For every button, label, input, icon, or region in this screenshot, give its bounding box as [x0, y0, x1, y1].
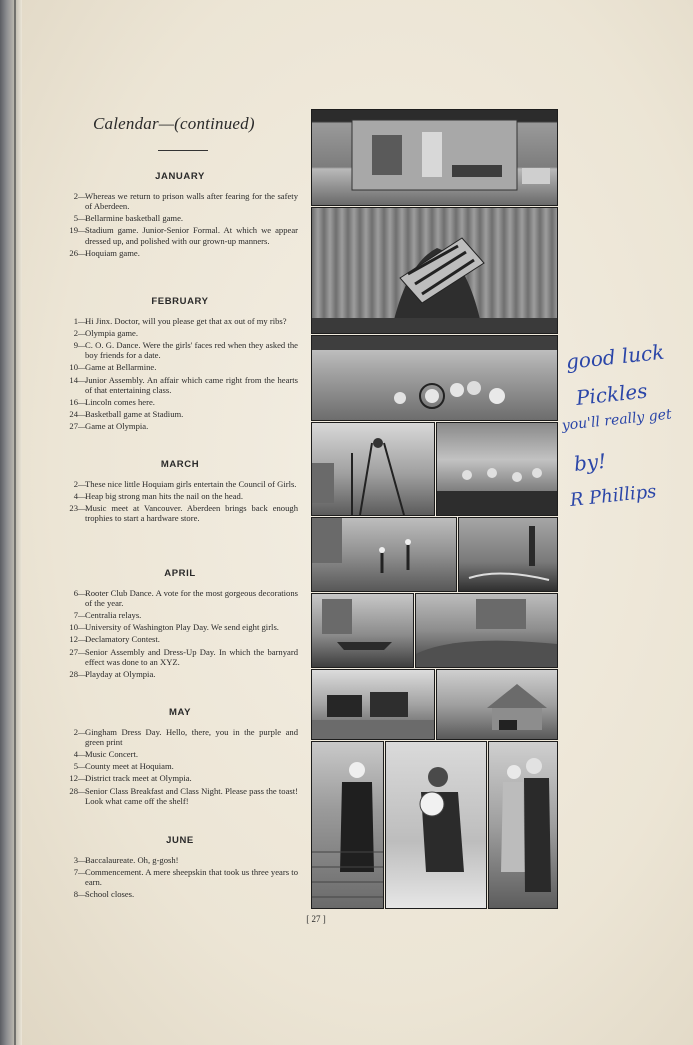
stage-curtain-prop-photo	[311, 207, 558, 334]
month-section-january	[62, 172, 298, 260]
month-heading: JUNE	[166, 835, 194, 846]
calendar-entry: 23 — Music meet at Vancouver. Aberdeen brings back enough trophies to start a hardware store.	[69, 502, 298, 524]
title-underline	[158, 150, 208, 151]
calendar-entry: 28 — Senior Class Breakfast and Class Night. Please pass the toast! Look what came off the shelf!	[69, 785, 298, 807]
month-heading: JANUARY	[155, 171, 205, 182]
calendar-entry: 1 — Hi Jinx. Doctor, will you please get that ax out of my ribs?	[73, 315, 287, 326]
girl-on-steps-photo	[311, 741, 384, 909]
inscription-line: by!	[572, 448, 608, 476]
house-flood-photo	[436, 669, 558, 740]
inscription-line: Pickles	[574, 378, 649, 410]
page-number: [ 27 ]	[306, 914, 326, 924]
calendar-entry: 19 — Stadium game. Junior-Senior Formal. At which we appear dressed up, and polished with our grown-up manners.	[69, 225, 298, 246]
calendar-entry: 7 — Centralia relays.	[73, 610, 142, 621]
calendar-entry: 12 — District track meet at Olympia.	[69, 773, 192, 784]
calendar-entry: 9 — C. O. G. Dance. Were the girls' faces red when they asked the boy friends for a date.	[73, 339, 298, 361]
trucks-flood-photo	[311, 669, 435, 740]
calendar-entry: 27 — Senior Assembly and Dress-Up Day. In which the barnyard effect was done to an XYZ.	[69, 646, 298, 668]
month-section-june	[62, 836, 298, 901]
calendar-entry: 2 — Whereas we return to prison walls after fearing for the safety of Aberdeen.	[73, 190, 298, 212]
inscription-signature: R Phillips	[568, 480, 658, 511]
calendar-entry: 2 — These nice little Hoquiam girls entertain the Council of Girls.	[73, 478, 297, 489]
calendar-entry: 16 — Lincoln comes here.	[69, 397, 155, 408]
month-section-february	[62, 297, 298, 434]
calendar-entry: 10 — University of Washington Play Day. We send eight girls.	[69, 622, 279, 633]
month-section-march	[62, 460, 298, 525]
rowboat-flood-photo	[311, 593, 414, 668]
field-players-photo	[311, 517, 457, 592]
calendar-entry: 6 — Rooter Club Dance. A vote for the most gorgeous decorations of the year.	[73, 587, 298, 609]
stage-performance-photo	[436, 422, 558, 516]
two-people-photo	[488, 741, 558, 909]
calendar-entry: 2 — Gingham Dress Day. Hello, there, you in the purple and green print	[73, 726, 298, 748]
month-heading: MAY	[168, 707, 192, 718]
calendar-entry: 8 — School closes.	[73, 889, 135, 900]
inscription-line: you'll really get	[561, 406, 673, 434]
month-section-april	[62, 569, 298, 681]
ladder-photo	[311, 422, 435, 516]
calendar-entry: 2 — Olympia game.	[73, 327, 138, 338]
handwritten-inscription	[561, 339, 693, 548]
stage-set-photo	[311, 109, 558, 206]
boy-with-snowball-photo	[385, 741, 487, 909]
month-heading: APRIL	[164, 568, 196, 579]
calendar-entry: 5 — Bellarmine basketball game.	[73, 213, 184, 224]
calendar-entry: 24 — Basketball game at Stadium.	[69, 409, 184, 420]
book-binding-shadow	[0, 0, 22, 1045]
calendar-entry: 10 — Game at Bellarmine.	[69, 362, 157, 373]
flood-waters-photo	[458, 517, 558, 592]
page-title: Calendar—(continued)	[93, 114, 255, 133]
calendar-entry: 3 — Baccalaureate. Oh, g-gosh!	[73, 854, 179, 865]
calendar-entry: 5 — County meet at Hoquiam.	[73, 761, 174, 772]
faces-cutout-photo	[311, 335, 558, 421]
month-heading: MARCH	[160, 459, 200, 470]
calendar-entry: 7 — Commencement. A mere sheepskin that took us three years to earn.	[73, 866, 298, 888]
inscription-line: good luck	[564, 339, 666, 374]
calendar-entry: 12 — Declamatory Contest.	[69, 634, 160, 645]
calendar-entry: 28 — Playday at Olympia.	[69, 669, 156, 680]
binding-edge-line	[14, 0, 16, 1045]
calendar-entry: 26 — Hoquiam game.	[69, 248, 140, 259]
month-section-may	[62, 708, 298, 808]
car-flood-street-photo	[415, 593, 558, 668]
calendar-entry: 14 — Junior Assembly. An affair which came right from the hearts of that entertaining class.	[69, 374, 298, 396]
calendar-entry: 4 — Music Concert.	[73, 749, 138, 760]
calendar-entry: 4 — Heap big strong man hits the nail on the head.	[73, 490, 243, 501]
month-heading: FEBRUARY	[151, 296, 209, 307]
calendar-entry: 27 — Game at Olympia.	[69, 421, 149, 432]
